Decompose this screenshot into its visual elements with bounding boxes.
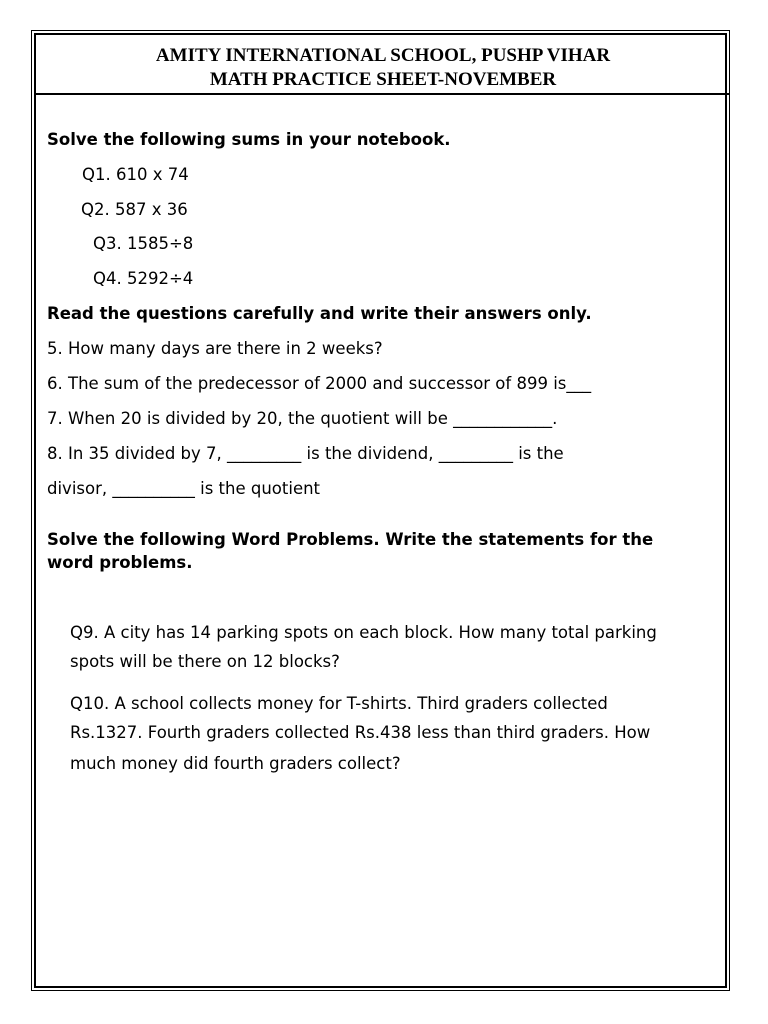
question-5: 5. How many days are there in 2 weeks? xyxy=(47,339,383,358)
question-2: Q2. 587 x 36 xyxy=(81,200,188,219)
question-6: 6. The sum of the predecessor of 2000 and successor of 899 is___ xyxy=(47,374,592,393)
question-8-line1: 8. In 35 divided by 7, _________ is the dividend, _________ is the xyxy=(47,444,564,463)
question-7: 7. When 20 is divided by 20, the quotient will be ____________. xyxy=(47,409,558,428)
question-9-line1: Q9. A city has 14 parking spots on each block. How many total parking xyxy=(70,623,657,642)
sheet-title: MATH PRACTICE SHEET-NOVEMBER xyxy=(209,69,557,90)
worksheet-header xyxy=(36,44,730,92)
school-name: AMITY INTERNATIONAL SCHOOL, PUSHP VIHAR xyxy=(155,45,611,66)
section3-heading-line2: word problems. xyxy=(47,553,193,572)
question-1: Q1. 610 x 74 xyxy=(82,165,189,184)
question-10-line1: Q10. A school collects money for T-shirts. Third graders collected xyxy=(70,694,608,713)
section2-heading: Read the questions carefully and write their answers only. xyxy=(47,304,592,323)
question-10-line3: much money did fourth graders collect? xyxy=(70,754,401,773)
question-3: Q3. 1585÷8 xyxy=(93,234,194,253)
question-4: Q4. 5292÷4 xyxy=(93,269,194,288)
header-divider xyxy=(36,93,730,95)
question-9-line2: spots will be there on 12 blocks? xyxy=(70,652,340,671)
question-8-line2: divisor, __________ is the quotient xyxy=(47,479,321,498)
section3-heading-line1: Solve the following Word Problems. Write the statements for the xyxy=(47,530,654,549)
question-10-line2: Rs.1327. Fourth graders collected Rs.438 less than third graders. How xyxy=(70,723,651,742)
section1-heading: Solve the following sums in your notebook. xyxy=(47,130,451,149)
